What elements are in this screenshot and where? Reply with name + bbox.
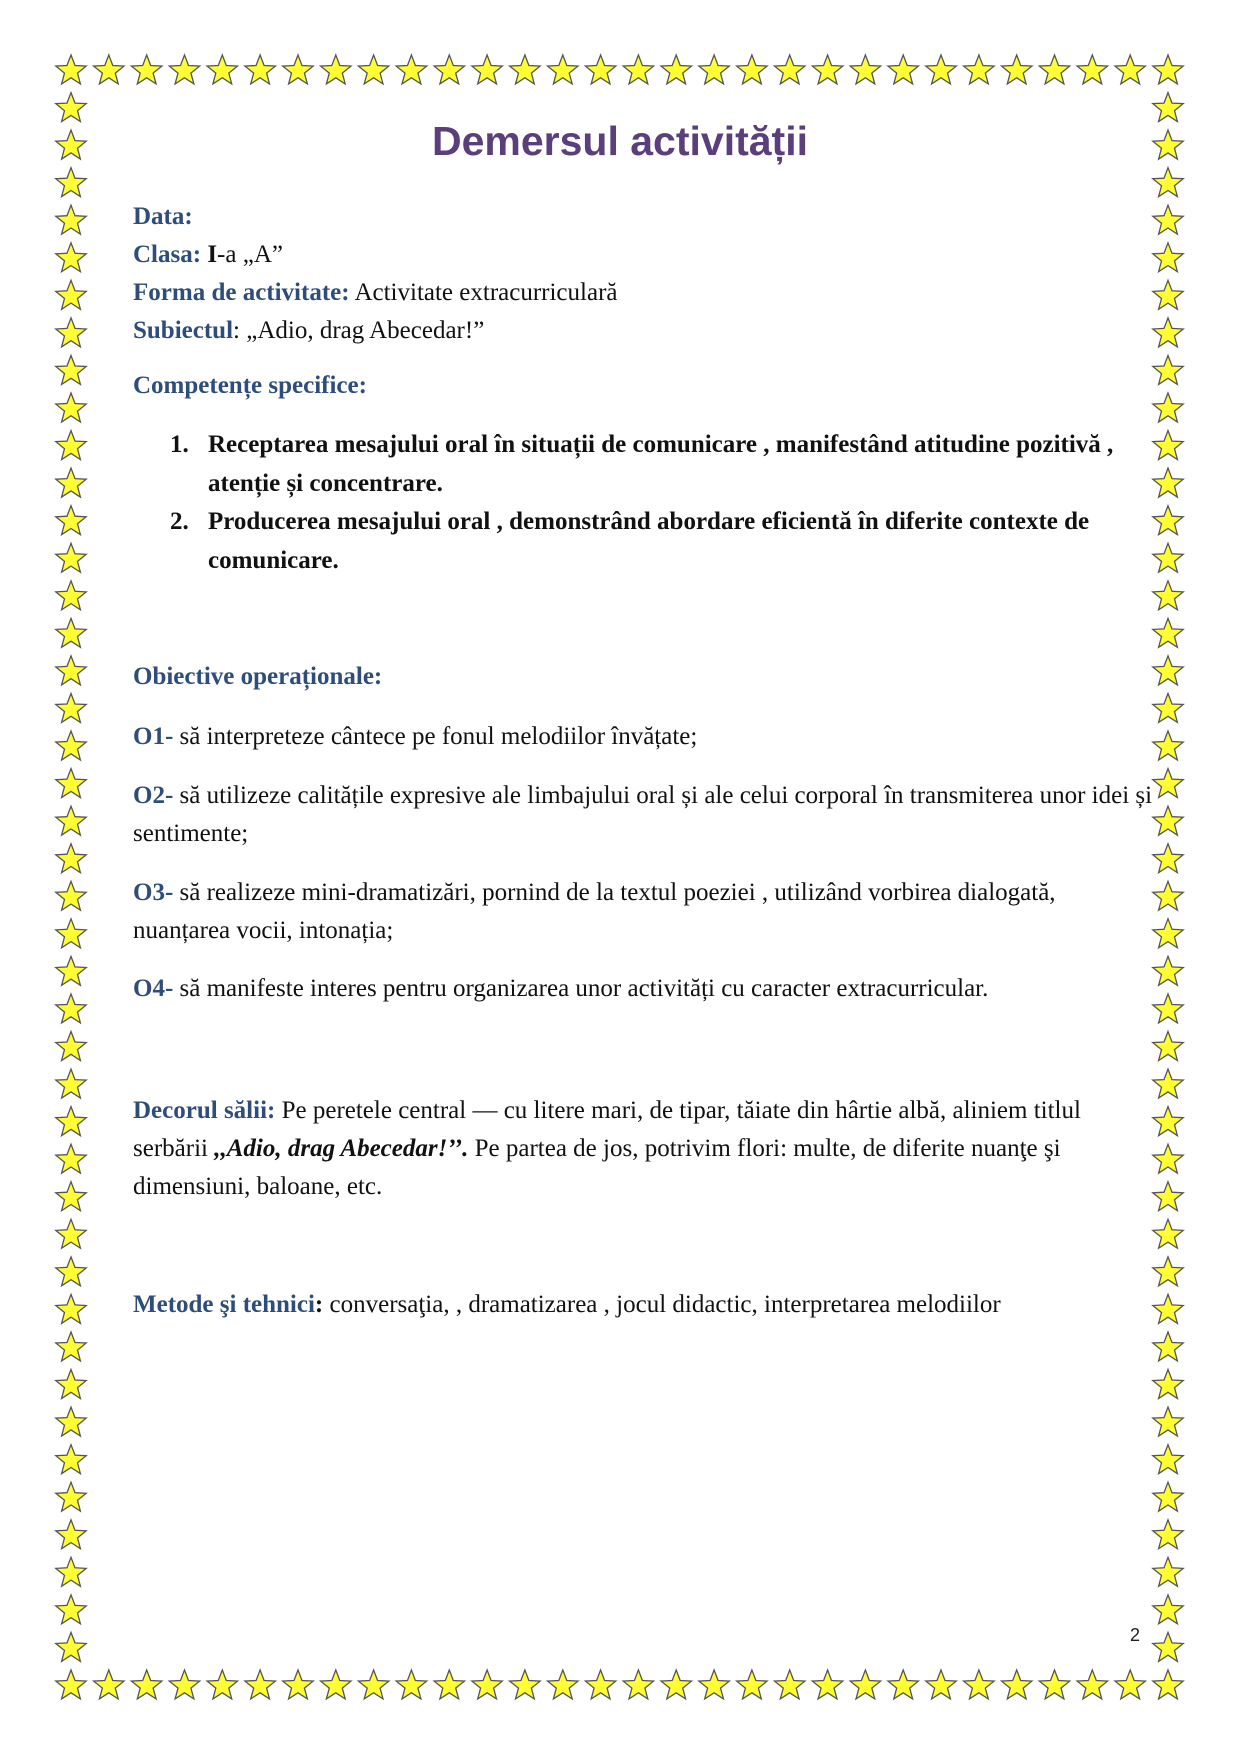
forma-value: Activitate extracurriculară bbox=[354, 279, 618, 306]
objective-text: să utilizeze calitățile expresive ale limbajului oral și ale celui corporal în transmiterea unor idei și sentimente; bbox=[133, 782, 1153, 847]
subiect-label: Subiectul bbox=[133, 317, 234, 344]
clasa-label: Clasa: bbox=[133, 241, 202, 268]
objective-code: O2- bbox=[133, 782, 174, 809]
objective-text: să manifeste interes pentru organizarea unor activități cu caracter extracurricular. bbox=[173, 975, 989, 1002]
objective-text: să interpreteze cântece pe fonul melodiilor învățate; bbox=[173, 723, 698, 750]
forma-line bbox=[133, 274, 1153, 312]
metode-colon: : bbox=[314, 1291, 324, 1318]
list-item-text: Receptarea mesajului oral în situații de comunicare , manifestând atitudine pozitivă , atenție și concentrare. bbox=[208, 431, 1114, 497]
info-block bbox=[133, 198, 1153, 350]
subiect-value: : „Adio, drag Abecedar!” bbox=[233, 317, 485, 344]
page-title: Demersul activității bbox=[432, 118, 808, 164]
competente-list bbox=[170, 426, 1140, 580]
decor-text: Pe peretele central — cu litere mari, de tipar, tăiate din hârtie albă, aliniem titlul serbării bbox=[133, 1097, 1081, 1162]
list-item-number: 2. bbox=[170, 508, 189, 535]
clasa-value: -a „A” bbox=[217, 241, 283, 268]
clasa-line bbox=[133, 236, 1153, 274]
objective-code: O4- bbox=[133, 975, 174, 1002]
metode-label: Metode şi tehnici bbox=[133, 1291, 315, 1318]
subiect-line bbox=[133, 312, 1153, 350]
list-item bbox=[170, 503, 1140, 580]
metode-text: conversaţia, , dramatizarea , jocul didactic, interpretarea melodiilor bbox=[323, 1291, 1001, 1318]
forma-label: Forma de activitate: bbox=[133, 279, 350, 306]
competente-heading: Competențe specifice: bbox=[133, 372, 367, 399]
objective-item bbox=[133, 970, 1153, 1008]
objective-item bbox=[133, 777, 1153, 853]
decor-paragraph bbox=[133, 1092, 1153, 1206]
data-line bbox=[133, 198, 1153, 236]
objective-text: să realizeze mini-dramatizări, pornind de la textul poeziei , utilizând vorbirea dialogată, nuanțarea vocii, intonația; bbox=[133, 879, 1056, 944]
page-number: 2 bbox=[1130, 1625, 1141, 1645]
decor-title-quote: ,,Adio, drag Abecedar!’’. bbox=[214, 1135, 469, 1162]
decor-label: Decorul sălii: bbox=[133, 1097, 276, 1124]
objective-code: O1- bbox=[133, 723, 174, 750]
decor-text-end: Pe partea de jos, potrivim flori: multe, de diferite nuanţe şi dimensiuni, baloane, etc. bbox=[133, 1135, 1061, 1200]
objective-item bbox=[133, 718, 1153, 756]
obiective-heading: Obiective operaționale: bbox=[133, 663, 383, 690]
objective-code: O3- bbox=[133, 879, 174, 906]
objective-item bbox=[133, 874, 1153, 950]
list-item-text: Producerea mesajului oral , demonstrând abordare eficientă în diferite contexte de comunicare. bbox=[208, 508, 1090, 574]
metode-paragraph bbox=[133, 1286, 1173, 1324]
list-item bbox=[170, 426, 1140, 503]
data-label: Data: bbox=[133, 203, 193, 230]
clasa-bold: I bbox=[207, 241, 218, 268]
list-item-number: 1. bbox=[170, 431, 189, 458]
